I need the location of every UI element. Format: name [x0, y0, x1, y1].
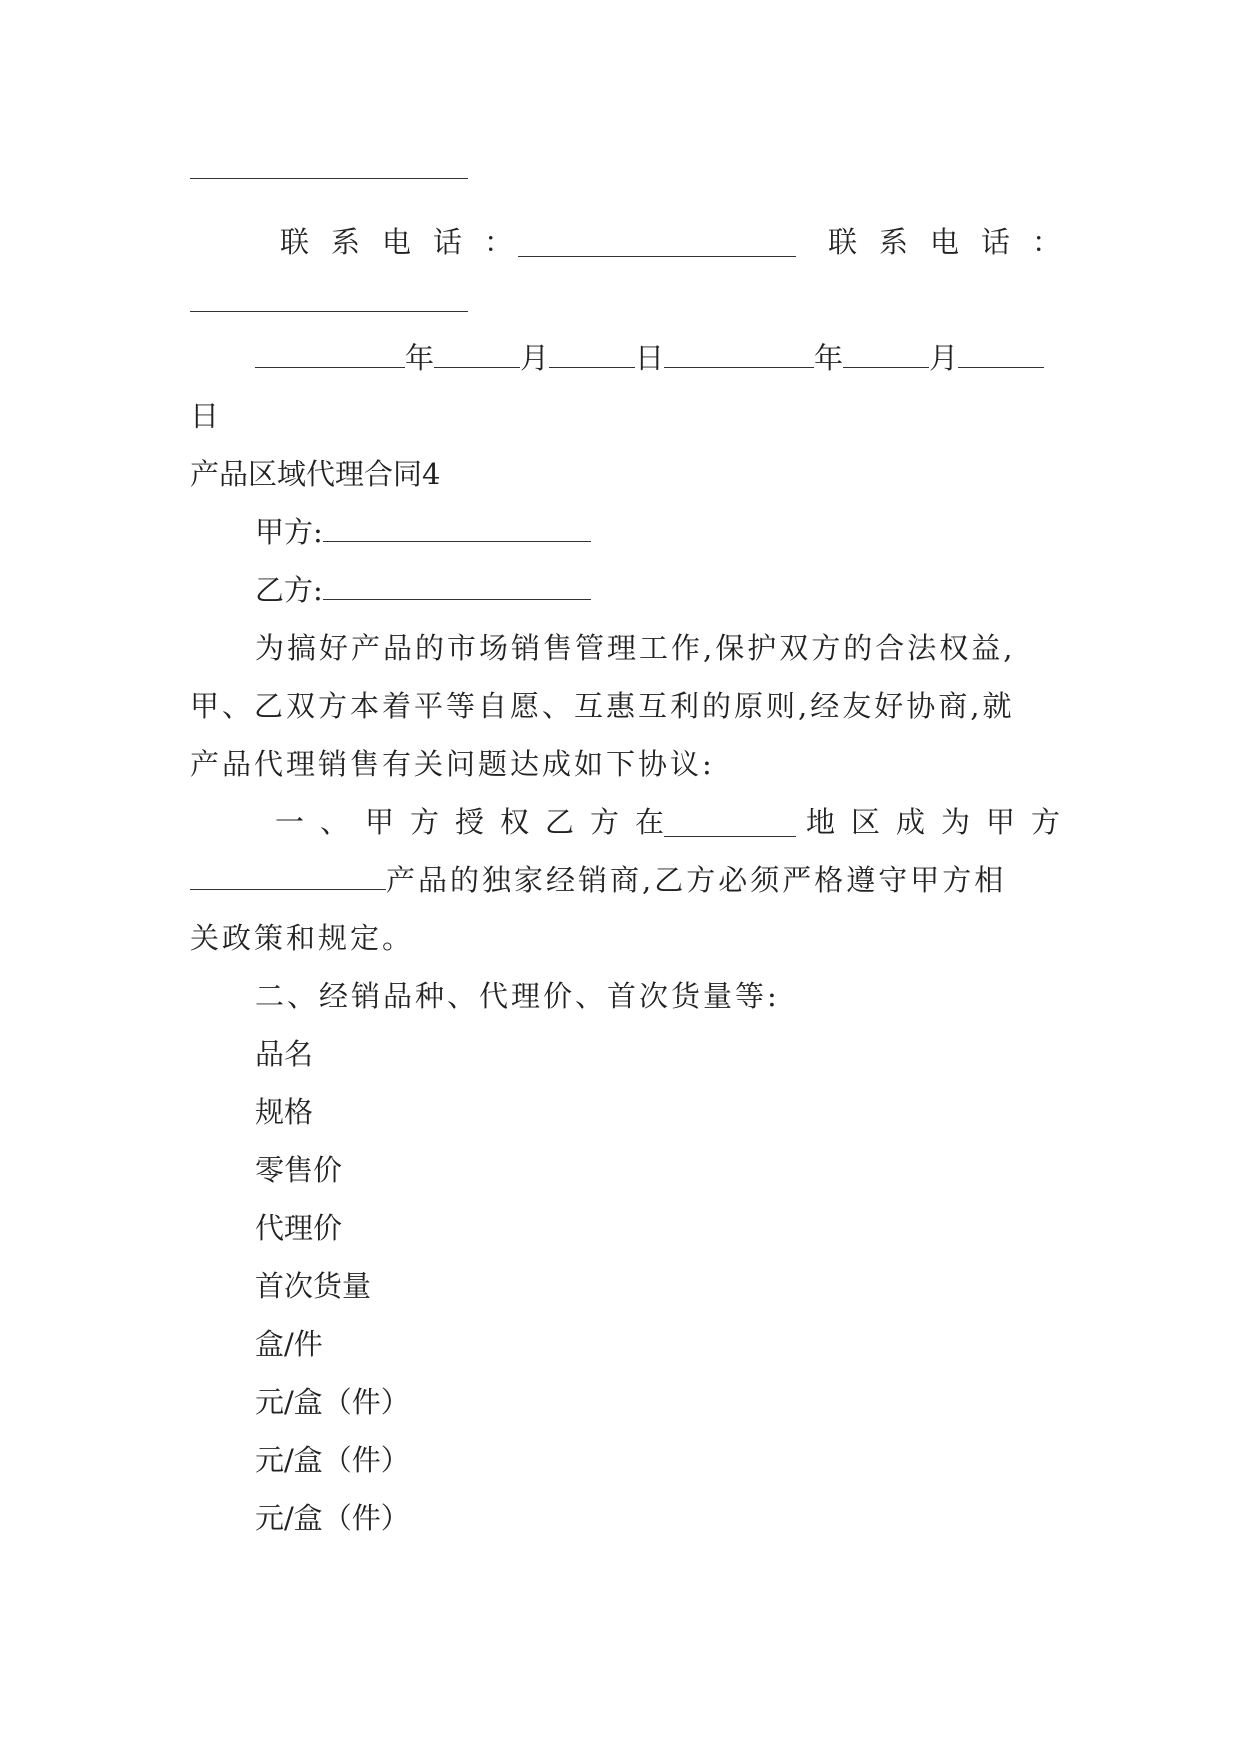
table-item: 元/盒（件）	[255, 1385, 410, 1419]
date-line	[255, 338, 1044, 378]
clause1-line-3: 关政策和规定。	[190, 921, 415, 955]
clause1-line-2	[190, 860, 1006, 900]
party-a-label: 甲方:	[255, 515, 323, 549]
date-year-label-2: 年	[814, 341, 844, 375]
table-item: 盒/件	[255, 1327, 323, 1361]
intro-line-3: 产品代理销售有关问题达成如下协议:	[190, 747, 715, 781]
table-item: 元/盒（件）	[255, 1501, 410, 1535]
clause1-text-b: 地区成为甲方	[806, 805, 1077, 839]
table-item: 元/盒（件）	[255, 1443, 410, 1477]
party-b-label: 乙方:	[255, 573, 323, 607]
blank-line	[190, 178, 468, 179]
contact-label-left: 联系电话：	[280, 225, 536, 259]
table-item: 品名	[255, 1037, 314, 1071]
contact-label-right: 联系电话：	[828, 225, 1084, 259]
contact-blank-left	[518, 256, 796, 257]
intro-line-2: 甲、乙双方本着平等自愿、互惠互利的原则,经友好协商,就	[190, 689, 1015, 723]
intro-line-1: 为搞好产品的市场销售管理工作,保护双方的合法权益,	[255, 631, 1016, 665]
contact-blank-wrap	[190, 311, 468, 312]
contract-title: 产品区域代理合同4	[190, 457, 441, 491]
party-b-line	[255, 570, 591, 610]
date-month-label: 月	[520, 341, 550, 375]
table-item: 规格	[255, 1095, 314, 1129]
party-a-line	[255, 512, 591, 552]
contact-line-right	[828, 222, 1083, 262]
clause1-line-1b	[806, 802, 1076, 842]
table-item: 首次货量	[255, 1269, 372, 1303]
clause1-text-2: 产品的独家经销商,乙方必须严格遵守甲方相	[386, 863, 1007, 897]
table-item: 零售价	[255, 1153, 343, 1187]
date-year-label: 年	[405, 341, 435, 375]
table-item: 代理价	[255, 1211, 343, 1245]
contact-line	[280, 222, 535, 262]
clause1-line-1a	[275, 802, 680, 842]
clause1-region-blank	[664, 836, 796, 837]
clause2-heading: 二、经销品种、代理价、首次货量等:	[255, 979, 780, 1013]
clause1-text-a: 一、甲方授权乙方在	[275, 805, 681, 839]
date-day-label: 日	[635, 341, 665, 375]
date-month-label-2: 月	[929, 341, 959, 375]
date-day-wrap: 日	[190, 399, 220, 433]
